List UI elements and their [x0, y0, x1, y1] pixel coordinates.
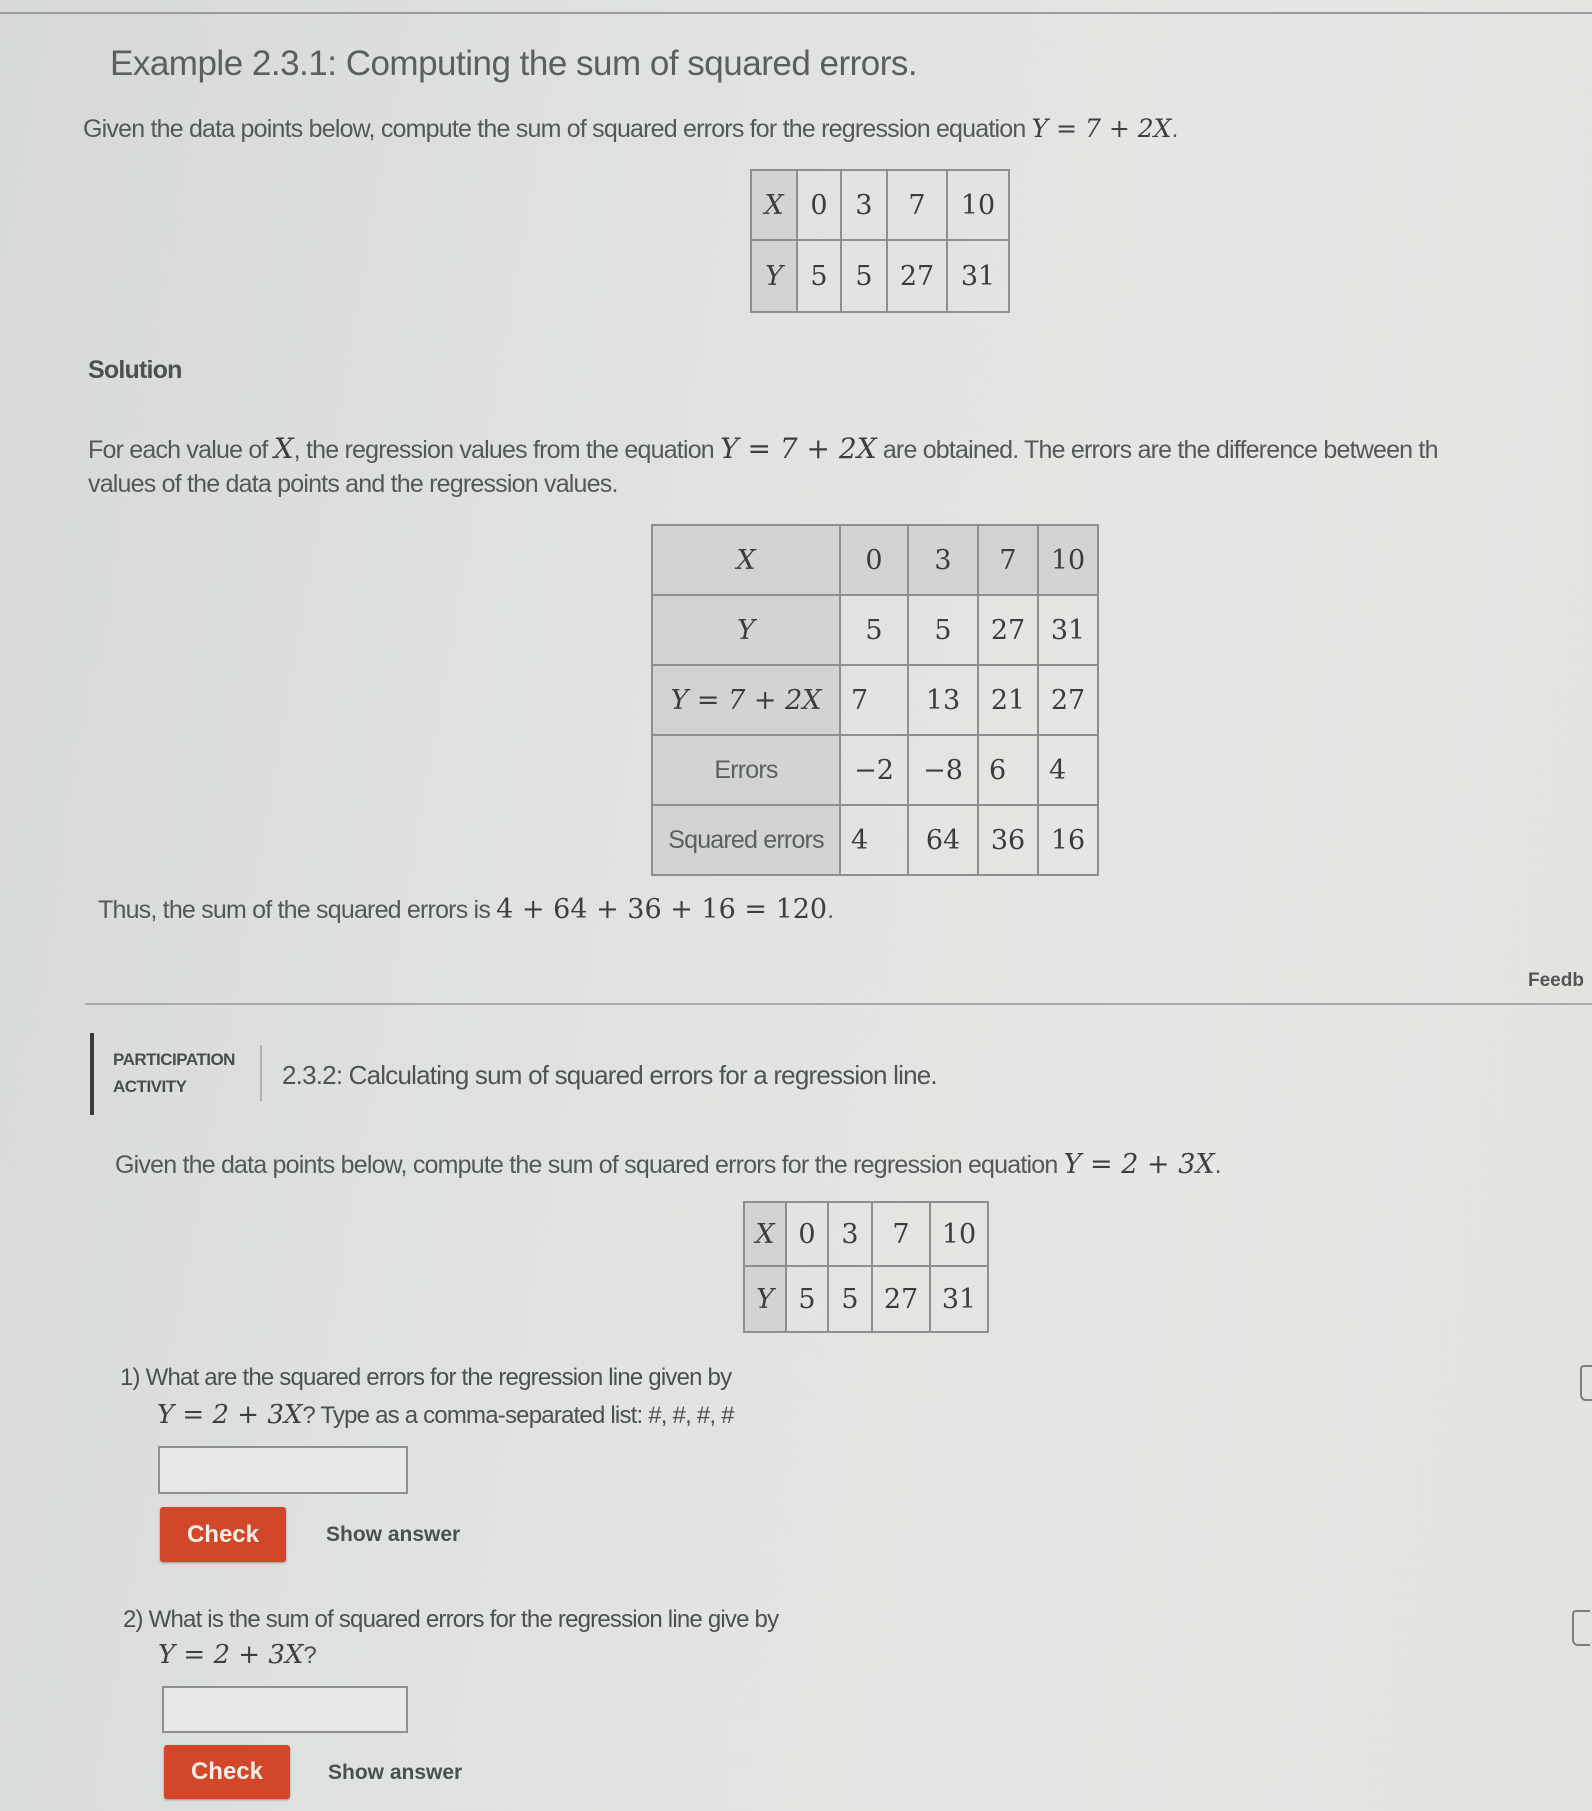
question-number: 2)	[123, 1606, 143, 1633]
table-cell: 10	[930, 1202, 988, 1266]
question-1-show-answer-button[interactable]: Show answer	[326, 1523, 461, 1546]
activity-data-table	[743, 1201, 989, 1333]
row-label: Squared errors	[652, 805, 840, 875]
table-cell: 31	[947, 240, 1009, 312]
question-number: 1)	[120, 1364, 140, 1391]
table-cell: 0	[797, 170, 841, 240]
question-2-show-answer-button[interactable]: Show answer	[328, 1761, 463, 1784]
question-2-completion-icon	[1572, 1610, 1590, 1646]
conclusion-text: Thus, the sum of the squared errors is	[98, 896, 491, 924]
question-text: ? Type as a comma-separated list: #, #, #, #	[302, 1402, 734, 1429]
section-divider	[85, 1003, 1592, 1005]
table-row	[652, 525, 1098, 595]
table-cell: 7	[872, 1202, 930, 1266]
example-prompt-text: Given the data points below, compute the sum of squared errors for the regression equation	[83, 115, 1026, 143]
table-row	[751, 170, 1009, 240]
activity-badge	[113, 1046, 235, 1100]
table-row	[652, 665, 1098, 735]
table-cell: 5	[828, 1266, 872, 1332]
table-cell: 5	[841, 240, 887, 312]
activity-badge-line1: PARTICIPATION	[113, 1050, 235, 1069]
activity-prompt-equation: Y = 2 + 3X	[1063, 1149, 1215, 1180]
solution-text: For each value of	[88, 436, 268, 464]
question-1-answer-input[interactable]	[158, 1446, 408, 1494]
table-cell: 27	[872, 1266, 930, 1332]
row-label: Y = 7 + 2X	[652, 665, 840, 735]
table-row	[652, 735, 1098, 805]
activity-accent-bar	[90, 1033, 94, 1115]
example-data-table	[750, 169, 1010, 313]
table-cell: 27	[887, 240, 947, 312]
table-cell: 6	[978, 735, 1038, 805]
activity-prompt: Given the data points below, compute the sum of squared errors for the regression equation Y = 2 + 3X.	[115, 1149, 1221, 1180]
table-cell: 3	[828, 1202, 872, 1266]
solution-paragraph-line2: values of the data points and the regression values.	[88, 470, 618, 498]
question-text: What is the sum of squared errors for the regression line give by	[148, 1606, 779, 1633]
table-row	[652, 595, 1098, 665]
table-cell: 7	[840, 665, 908, 735]
table-cell: 64	[908, 805, 978, 875]
top-divider	[0, 12, 1592, 14]
conclusion	[98, 894, 833, 925]
table-cell: 0	[840, 525, 908, 595]
solution-text: , the regression values from the equation	[293, 436, 714, 464]
table-cell: 3	[841, 170, 887, 240]
activity-title: 2.3.2: Calculating sum of squared errors for a regression line.	[282, 1060, 937, 1090]
question-2	[123, 1606, 778, 1634]
table-cell: 31	[1038, 595, 1098, 665]
activity-prompt-text: Given the data points below, compute the sum of squared errors for the regression equation	[115, 1151, 1058, 1179]
table-cell: 5	[797, 240, 841, 312]
question-2-answer-input[interactable]	[162, 1686, 408, 1733]
activity-badge-line2: ACTIVITY	[113, 1077, 187, 1096]
question-2-check-button[interactable]: Check	[164, 1745, 290, 1799]
example-prompt-equation: Y = 7 + 2X	[1031, 114, 1172, 143]
row-label: X	[652, 525, 840, 595]
table-cell: 4	[1038, 735, 1098, 805]
table-cell: 5	[840, 595, 908, 665]
question-equation: Y = 2 + 3X	[157, 1400, 303, 1430]
table-cell: 5	[908, 595, 978, 665]
table-row	[652, 805, 1098, 875]
solution-text: are obtained. The errors are the difference between th	[882, 436, 1438, 464]
solution-variable: X	[273, 432, 294, 465]
example-prompt: Given the data points below, compute the sum of squared errors for the regression equation Y = 7 + 2X.	[83, 114, 1178, 143]
table-cell: 27	[978, 595, 1038, 665]
question-text: ?	[303, 1642, 316, 1669]
table-cell: 3	[908, 525, 978, 595]
table-cell: −8	[908, 735, 978, 805]
table-cell: 10	[947, 170, 1009, 240]
solution-heading: Solution	[88, 356, 182, 384]
activity-header-divider	[260, 1045, 262, 1101]
row-label: Errors	[652, 735, 840, 805]
table-cell: 21	[978, 665, 1038, 735]
row-label-x: X	[751, 170, 797, 240]
row-label: Y	[652, 595, 840, 665]
conclusion-period: .	[827, 896, 834, 924]
example-title: Example 2.3.1: Computing the sum of squared errors.	[110, 44, 918, 83]
row-label-x: X	[744, 1202, 786, 1266]
question-1-completion-icon	[1580, 1365, 1592, 1401]
table-cell: 4	[840, 805, 908, 875]
table-cell: −2	[840, 735, 908, 805]
row-label-y: Y	[744, 1266, 786, 1332]
table-cell: 10	[1038, 525, 1098, 595]
solution-table	[651, 524, 1099, 876]
question-text: What are the squared errors for the regression line given by	[145, 1364, 732, 1391]
question-1-line2	[157, 1400, 734, 1430]
table-cell: 36	[978, 805, 1038, 875]
table-cell: 0	[786, 1202, 828, 1266]
feedback-link[interactable]: Feedb	[1528, 970, 1584, 991]
question-1-check-button[interactable]: Check	[160, 1507, 286, 1562]
question-1	[120, 1364, 731, 1392]
question-2-line2	[158, 1640, 316, 1670]
table-row	[744, 1266, 988, 1332]
table-cell: 31	[930, 1266, 988, 1332]
table-cell: 7	[887, 170, 947, 240]
conclusion-equation: 4 + 64 + 36 + 16 = 120	[496, 894, 828, 925]
row-label-y: Y	[751, 240, 797, 312]
table-cell: 13	[908, 665, 978, 735]
question-equation: Y = 2 + 3X	[158, 1640, 304, 1670]
table-cell: 7	[978, 525, 1038, 595]
table-row	[744, 1202, 988, 1266]
table-cell: 27	[1038, 665, 1098, 735]
table-cell: 16	[1038, 805, 1098, 875]
solution-equation: Y = 7 + 2X	[720, 432, 877, 465]
table-row	[751, 240, 1009, 312]
solution-paragraph-line1	[88, 432, 1438, 465]
table-cell: 5	[786, 1266, 828, 1332]
